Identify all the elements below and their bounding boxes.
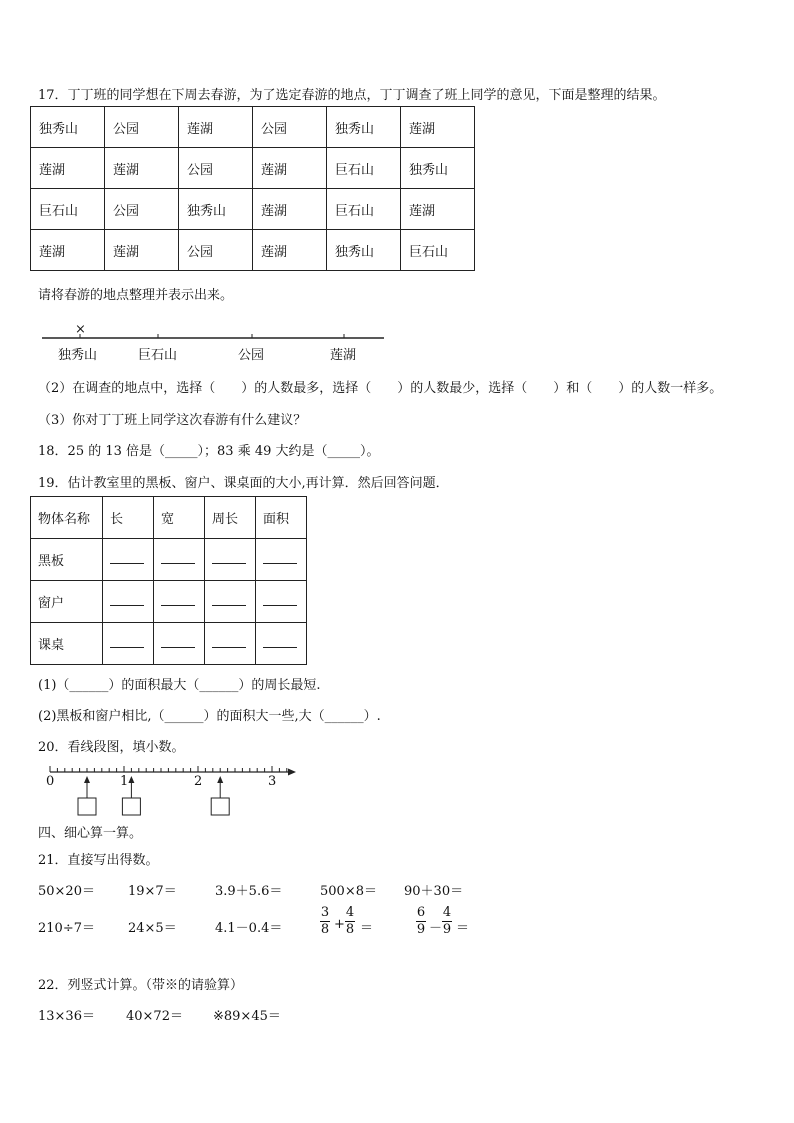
- table-cell: 莲湖: [253, 230, 327, 271]
- denominator: 9: [416, 922, 426, 937]
- q17-title: 17．丁丁班的同学想在下周去春游，为了选定春游的地点，丁丁调查了班上同学的意见，下面是整理的结果。: [38, 88, 666, 103]
- table-cell: 巨石山: [327, 148, 401, 189]
- q19-title: 19．估计教室里的黑板、窗户、课桌面的大小,再计算．然后回答问题．: [38, 476, 449, 491]
- pointer-arrowhead: [84, 776, 90, 783]
- table-cell: 公园: [253, 107, 327, 148]
- numerator: 4: [345, 905, 355, 920]
- table-cell: 公园: [179, 230, 253, 271]
- table-cell: 巨石山: [401, 230, 475, 271]
- calc-item: 50×20＝: [38, 884, 95, 899]
- table-cell: 独秀山: [327, 230, 401, 271]
- fraction: [416, 906, 426, 937]
- axis-label-lotus: 莲湖: [330, 348, 357, 363]
- axis-label-jushi: 巨石山: [138, 348, 178, 363]
- answer-blank[interactable]: [256, 623, 307, 665]
- denominator: 8: [320, 922, 330, 937]
- table-row: [31, 189, 475, 230]
- table-cell: 莲湖: [253, 148, 327, 189]
- axis-label-park: 公园: [238, 348, 265, 363]
- calc-item: 90＋30＝: [404, 884, 464, 899]
- numerator: 6: [416, 905, 426, 920]
- fraction: [345, 906, 355, 937]
- axis-label-dux: 独秀山: [58, 348, 98, 363]
- table-cell: 独秀山: [327, 107, 401, 148]
- table-cell: 莲湖: [401, 189, 475, 230]
- table-cell: 公园: [105, 107, 179, 148]
- table-row: [31, 230, 475, 271]
- q17-part3: （3）你对丁丁班上同学这次春游有什么建议？: [38, 413, 307, 428]
- table-cell: 独秀山: [401, 148, 475, 189]
- q19-part2: (2)黑板和窗户相比,（______）的面积大一些,大（______）.: [38, 709, 381, 724]
- table-cell: 窗户: [31, 581, 103, 623]
- answer-box: [122, 798, 140, 815]
- number-line: [40, 760, 302, 820]
- table-header: 周长: [205, 497, 256, 539]
- table-cell: 课桌: [31, 623, 103, 665]
- numerator: 4: [442, 905, 452, 920]
- number-label-0: 0: [46, 774, 55, 789]
- number-label-2: 2: [194, 774, 203, 789]
- q22-title: 22．列竖式计算。（带※的请验算）: [38, 978, 244, 993]
- answer-blank[interactable]: [256, 581, 307, 623]
- table-cell: 独秀山: [179, 189, 253, 230]
- table-row: [31, 148, 475, 189]
- answer-blank[interactable]: [103, 623, 154, 665]
- q18-text: 18．25 的 13 倍是（_____）；83 乘 49 大约是（_____）。: [38, 444, 380, 459]
- tally-mark: ×: [75, 322, 86, 337]
- answer-blank[interactable]: [205, 539, 256, 581]
- answer-blank[interactable]: [154, 581, 205, 623]
- operator: +: [334, 917, 345, 932]
- fraction: [442, 906, 452, 937]
- q21-title: 21．直接写出得数。: [38, 853, 159, 868]
- calc-item: 19×7＝: [128, 884, 177, 899]
- table-row: [31, 107, 475, 148]
- table-cell: 公园: [179, 148, 253, 189]
- q19-estimate-table: [30, 496, 307, 665]
- equals: ＝: [456, 921, 470, 936]
- pointer-arrowhead: [128, 776, 134, 783]
- answer-blank[interactable]: [103, 581, 154, 623]
- number-label-3: 3: [268, 774, 277, 789]
- q20-title: 20．看线段图，填小数。: [38, 740, 185, 755]
- answer-blank[interactable]: [154, 539, 205, 581]
- fraction: [320, 906, 330, 937]
- q17-instruction: 请将春游的地点整理并表示出来。: [38, 288, 234, 303]
- denominator: 8: [345, 922, 355, 937]
- equals: ＝: [360, 921, 374, 936]
- table-cell: 莲湖: [105, 230, 179, 271]
- table-cell: 公园: [105, 189, 179, 230]
- table-header: 长: [103, 497, 154, 539]
- table-header: 宽: [154, 497, 205, 539]
- denominator: 9: [442, 922, 452, 937]
- number-line-arrowhead: [288, 769, 296, 776]
- calc-item: 24×5＝: [128, 921, 177, 936]
- calc-item: 4.1－0.4＝: [215, 921, 283, 936]
- q19-part1: (1)（______）的面积最大（______）的周长最短.: [38, 678, 321, 693]
- table-header-row: [31, 497, 307, 539]
- table-cell: 莲湖: [31, 230, 105, 271]
- table-row: [31, 581, 307, 623]
- table-header: 面积: [256, 497, 307, 539]
- operator: －: [429, 921, 443, 936]
- calc-item: 210÷7＝: [38, 921, 95, 936]
- table-cell: 莲湖: [31, 148, 105, 189]
- answer-blank[interactable]: [103, 539, 154, 581]
- answer-box: [211, 798, 229, 815]
- numerator: 3: [320, 905, 330, 920]
- table-cell: 黑板: [31, 539, 103, 581]
- answer-blank[interactable]: [205, 581, 256, 623]
- calc-item: 3.9＋5.6＝: [215, 884, 283, 899]
- q17-survey-table: [30, 106, 475, 271]
- table-cell: 莲湖: [105, 148, 179, 189]
- table-cell: 莲湖: [253, 189, 327, 230]
- table-row: [31, 623, 307, 665]
- answer-box: [78, 798, 96, 815]
- answer-blank[interactable]: [154, 623, 205, 665]
- table-row: [31, 539, 307, 581]
- table-cell: 莲湖: [179, 107, 253, 148]
- vertical-calc-item: 40×72＝: [126, 1009, 183, 1024]
- answer-blank[interactable]: [256, 539, 307, 581]
- q17-part2: （2）在调查的地点中，选择（ ）的人数最多，选择（ ）的人数最少，选择（ ）和（ ）的人数一样多。: [38, 381, 723, 396]
- section-heading: 四、细心算一算。: [38, 826, 143, 841]
- calc-item: 500×8＝: [320, 884, 377, 899]
- table-header: 物体名称: [31, 497, 103, 539]
- answer-blank[interactable]: [205, 623, 256, 665]
- vertical-calc-item: 13×36＝: [38, 1009, 95, 1024]
- table-cell: 巨石山: [327, 189, 401, 230]
- pointer-arrowhead: [217, 776, 223, 783]
- table-cell: 莲湖: [401, 107, 475, 148]
- table-cell: 独秀山: [31, 107, 105, 148]
- table-cell: 巨石山: [31, 189, 105, 230]
- vertical-calc-item: ※89×45＝: [213, 1009, 281, 1024]
- number-label-1: 1: [120, 774, 129, 789]
